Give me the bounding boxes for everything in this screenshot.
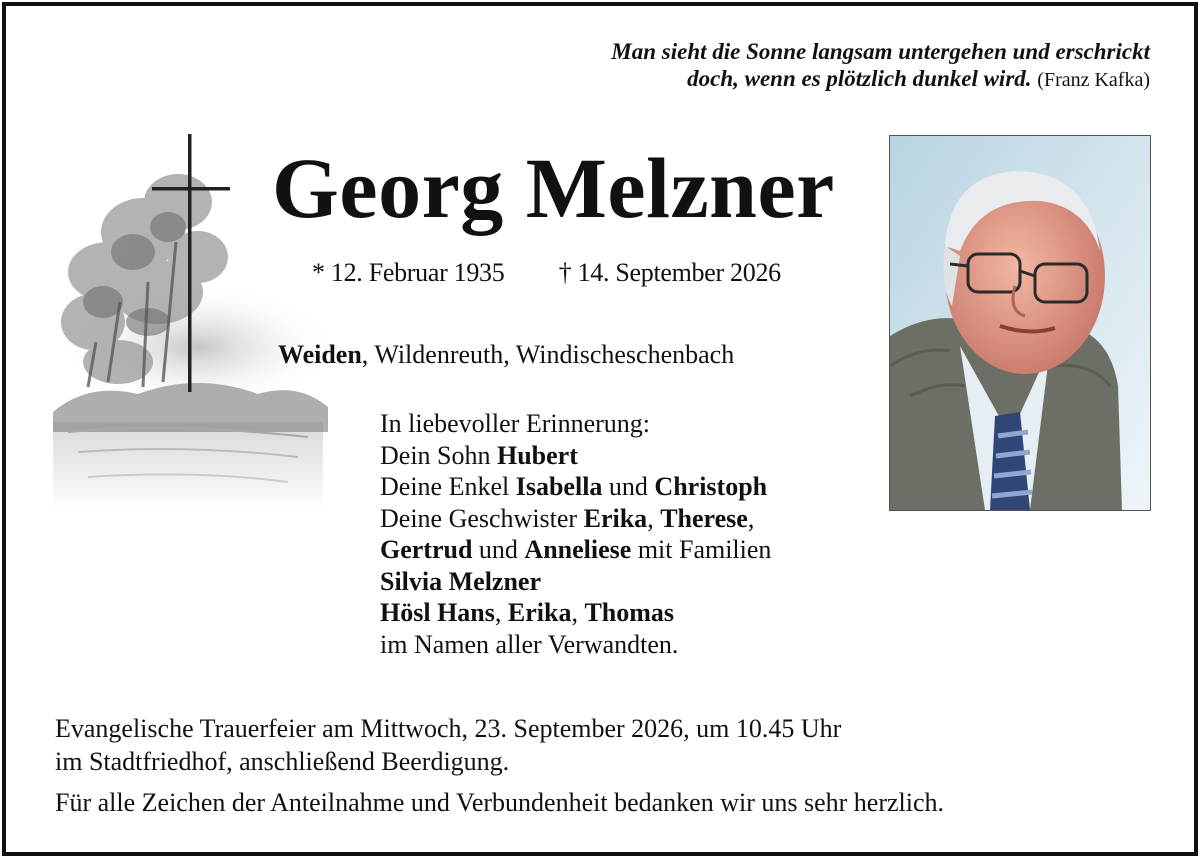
mourner-text: , [494,598,508,627]
mourners-intro: In liebevoller Erinnerung: [380,409,651,438]
mourner-lines [380,440,771,661]
mourner-name: Hösl Hans [380,598,495,627]
quote-line-2: doch, wenn es plötzlich dunkel wird. [687,66,1032,91]
places-line [278,340,734,370]
mourner-text: Dein Sohn [380,440,497,470]
ceremony-line-1: Evangelische Trauerfeier am Mittwoch, 23. September 2026, um 10.45 Uhr [55,714,842,743]
mourner-line [380,629,771,661]
mourner-text: Deine Enkel [380,472,516,501]
ceremony-line-2: im Stadtfriedhof, anschließend Beerdigung. [55,747,510,776]
place-main: Weiden [278,340,362,369]
mourner-text: , [747,503,755,533]
mourner-line [380,566,771,598]
mourner-text: , [647,503,661,533]
kafka-quote [611,38,1150,94]
birth-date: * 12. Februar 1935 [312,258,505,287]
mourner-line [380,503,771,535]
mourner-name: Isabella [515,472,603,501]
mourner-line [380,440,771,472]
ceremony-info [55,712,841,778]
mourner-line [380,471,771,503]
mourner-name: Hubert [497,440,578,470]
mourner-line [380,534,771,566]
mourner-line [380,597,771,629]
mourner-text: Deine Geschwister [380,503,584,533]
mourner-name: Erika [583,503,648,533]
mourner-name: Anneliese [524,535,632,564]
quote-line-1: Man sieht die Sonne langsam untergehen und erschrickt [611,39,1150,64]
mourner-name: Erika [507,598,572,627]
thanks-line: Für alle Zeichen der Anteilnahme und Verbundenheit bedanken wir uns sehr herzlich. [55,788,945,817]
mourner-text: , [571,598,585,627]
portrait-photo [889,135,1151,511]
mourner-name: Silvia Melzner [380,566,542,596]
mourner-name: Gertrud [380,535,473,564]
mourner-text: und [472,535,525,564]
mourner-name: Christoph [654,472,768,501]
mourners-block [380,408,771,660]
death-date: † 14. September 2026 [558,258,781,287]
life-dates [312,258,781,288]
mourner-text: und [602,472,655,501]
mourner-text: im Namen aller Verwandten. [380,629,679,659]
quote-author: (Franz Kafka) [1037,69,1150,91]
mourner-name: Therese [660,503,748,533]
place-rest: , Wildenreuth, Windischeschenbach [361,340,735,369]
mourner-name: Thomas [584,598,675,627]
mourner-text: mit Familien [631,535,772,564]
deceased-name: Georg Melzner [272,140,835,236]
